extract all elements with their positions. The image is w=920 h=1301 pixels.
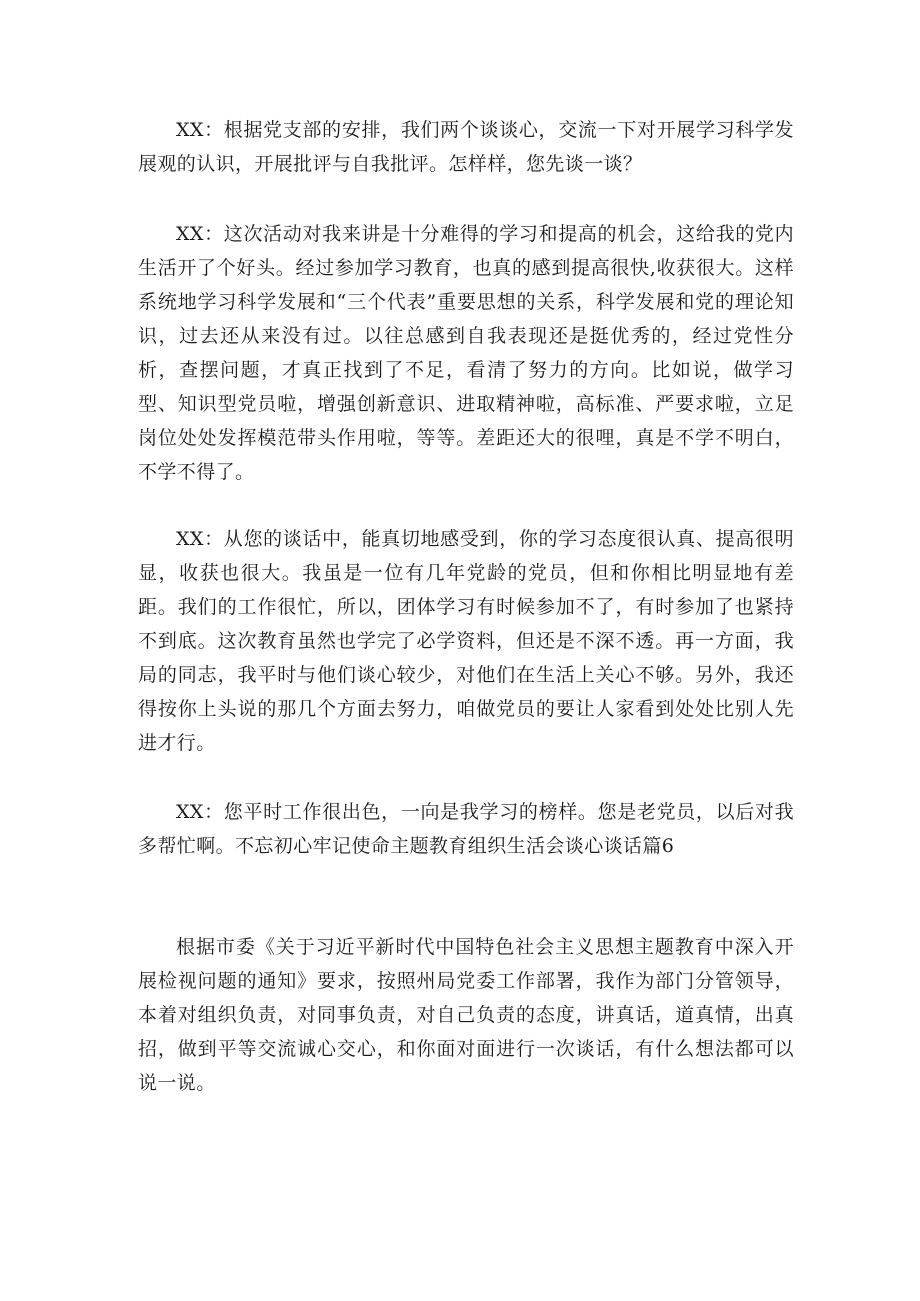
paragraph-self-reflection: XX：这次活动对我来讲是十分难得的学习和提高的机会，这给我的党内生活开了个好头。经过参加学习教育，也真的感到提高很快,收获很大。这样系统地学习科学发展和“三个代表”重要思想的关系，科学发展和党的理论知识，过去还从来没有过。以往总感到自我表现还是挺优秀的，经过党性分析，查摆问题，才真正找到了不足，看清了努力的方向。比如说，做学习型、知识型党员啦，增强创新意识、进取精神啦，高标准、严要求啦，立足岗位处处发挥模范带头作用啦，等等。差距还大的很哩，真是不学不明白，不学不得了。	[138, 223, 794, 483]
paragraph-new-section-intro: 根据市委《关于习近平新时代中国特色社会主义思想主题教育中深入开展检视问题的通知》要求，按照州局党委工作部署，我作为部门分管领导，本着对组织负责，对同事负责，对自己负责的态度，讲真话，道真情，出真招，做到平等交流诚心交心，和你面对面进行一次谈话，有什么想法都可以说一说。	[138, 936, 794, 1094]
paragraph-opening-question: XX：根据党支部的安排，我们两个谈谈心，交流一下对开展学习科学发展观的认识，开展批评与自我批评。怎样样，您先谈一谈？	[138, 119, 794, 175]
paragraph-closing-remark: XX：您平时工作很出色，一向是我学习的榜样。您是老党员，以后对我多帮忙啊。不忘初心牢记使命主题教育组织生活会谈心谈话篇6	[138, 801, 794, 857]
paragraph-response: XX：从您的谈话中，能真切地感受到，你的学习态度很认真、提高很明显，收获也很大。我虽是一位有几年党龄的党员，但和你相比明显地有差距。我们的工作很忙，所以，团体学习有时候参加不了，有时参加了也紧持不到底。这次教育虽然也学完了必学资料，但还是不深不透。再一方面，我局的同志，我平时与他们谈心较少，对他们在生活上关心不够。另外，我还得按你上头说的那几个方面去努力，咱做党员的要让人家看到处处比别人先进才行。	[138, 528, 794, 754]
